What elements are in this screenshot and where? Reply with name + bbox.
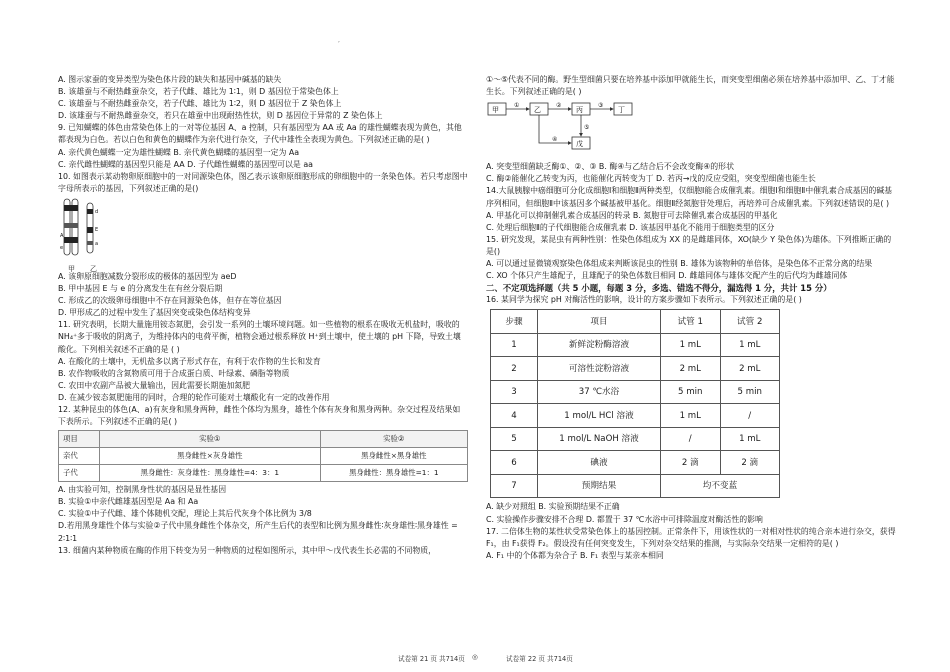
question-16: 16. 某同学为探究 pH 对酶活性的影响，设计的方案步骤如下表所示。下列叙述正确的是( ) <box>486 295 802 305</box>
node-label: 丁 <box>618 106 625 115</box>
table-cell: 2 mL <box>661 357 721 381</box>
option-line: A. F₁ 中的个体都为杂合子 B. F₁ 表型与某亲本相同 <box>486 550 664 560</box>
enzyme-label: ③ <box>598 102 604 110</box>
option-line: A. 突变型细菌缺乏酶①、②、③ B. 酶④与乙结合后不会改变酶④的形状 <box>486 162 734 172</box>
table-cell: 1 mol/L HCl 溶液 <box>538 404 661 428</box>
table-cell: 2 <box>491 357 538 381</box>
chromosome-figure <box>58 195 118 274</box>
table-cell: 项目 <box>59 431 100 448</box>
option-line: D. 甲形成乙的过程中发生了基因突变或染色体结构变异 <box>58 308 251 318</box>
table-cell: 试管 1 <box>661 310 721 334</box>
table-row <box>491 404 780 428</box>
option-line: A. 缺少对照组 B. 实验预期结果不正确 <box>486 502 620 512</box>
right-column <box>486 74 898 562</box>
table-cell: 2 滴 <box>661 451 721 475</box>
option-line: C. 亲代雌性蝴蝶的基因型只能是 AA D. 子代雌性蝴蝶的基因型可以是 aa <box>58 159 313 169</box>
gene-label: a <box>95 240 99 247</box>
option-line: D. 在减少铵态氮肥施用的同时，合理的轮作可能对土壤酸化有一定的改善作用 <box>58 392 330 402</box>
option-line: B. 甲中基因 E 与 e 的分离发生在有丝分裂后期 <box>58 284 223 294</box>
table-cell: 3 <box>491 380 538 404</box>
option-line: C. 农田中农副产品被大量输出，因此需要长期施加氮肥 <box>58 380 251 390</box>
table-cell: 碘液 <box>538 451 661 475</box>
gene-label: d <box>95 208 99 215</box>
table-cell: 项目 <box>538 310 661 334</box>
question-10: 10. 如图表示某动物卵原细胞中的一对同源染色体，图乙表示该卵原细胞形成的卵细胞中的一条染色体。若只考虑图中字母所表示的基因，下列叙述正确的是() <box>58 171 468 193</box>
option-line: B. 农作物吸收的含氮物质可用于合成蛋白质、叶绿素、磷脂等物质 <box>58 368 290 378</box>
table-row <box>491 380 780 404</box>
table-cell: 步骤 <box>491 310 538 334</box>
table-cell: 新鲜淀粉酶溶液 <box>538 333 661 357</box>
table-cell: 1 mL <box>720 333 780 357</box>
table-cell: 黑身雌性：灰身雄性：黑身雄性=4：3：1 <box>100 465 321 482</box>
option-line: A. 图示家蚕的变异类型为染色体片段的缺失和基因中碱基的缺失 <box>58 75 282 84</box>
q16-table <box>490 309 780 498</box>
table-row <box>59 431 468 448</box>
gene-label: E <box>95 226 99 233</box>
enzyme-label: ② <box>556 102 562 110</box>
top-mark: , <box>338 37 340 44</box>
option-line: C. XO 个体只产生雄配子，且雄配子的染色体数目相同 D. 雌雄同体与雄体交配产生的后代均为雌雄同体 <box>486 271 848 281</box>
table-row <box>491 357 780 381</box>
table-cell: 亲代 <box>59 448 100 465</box>
table-cell: 4 <box>491 404 538 428</box>
table-cell: 黑身雌性×黑身雄性 <box>320 448 467 465</box>
question-15: 15. 研究发现，某昆虫有两种性别：性染色体组成为 XX 的是雌雄同体，XO(缺少 Y 染色体)为雄体。下列推断正确的是() <box>486 234 892 256</box>
table-cell: 1 mol/L NaOH 溶液 <box>538 427 661 451</box>
table-cell: 实验① <box>100 431 321 448</box>
table-cell: 2 滴 <box>720 451 780 475</box>
table-cell: 均不变蓝 <box>661 474 780 498</box>
table-cell: 37 ℃水浴 <box>538 380 661 404</box>
table-row <box>491 427 780 451</box>
table-cell: 子代 <box>59 465 100 482</box>
table-row <box>59 448 468 465</box>
option-line: A. 可以通过显微镜观察染色体组成来判断该昆虫的性别 B. 雄体为该物种的单倍体，是染色体不正常分离的结果 <box>486 259 873 269</box>
question-12: 12. 某种昆虫的体色(A、a)有灰身和黑身两种，雌性个体均为黑身，雄性个体有灰身和黑身两种。杂交过程及结果如下表所示。下列叙述不正确的是( ) <box>58 404 461 427</box>
enzyme-label: ⑤ <box>584 124 590 132</box>
gene-label: A <box>60 232 64 239</box>
node-label: 甲 <box>492 106 499 115</box>
option-line: D.若用黑身雄性个体与实验②子代中黑身雌性个体杂交，所产生后代的表型和比例为黑身雌性∶灰身雄性∶黑身雄性 = 2∶1∶1 <box>58 521 458 543</box>
question-14: 14.大鼠胰腺中癌细胞可分化成细胞Ⅰ和细胞Ⅱ两种类型，仅细胞Ⅰ能合成催乳素。细胞Ⅰ和细胞Ⅱ中催乳素合成基因的碱基序列相同，但细胞Ⅱ中该基因多个碱基被甲基化。细胞Ⅱ经氮胞苷处理后，再培养可合成催乳素。下列叙述错误的是( ) <box>486 186 893 208</box>
option-line: A. 亲代黄色蝴蝶一定为雄性蝴蝶 B. 亲代黄色蝴蝶的基因型一定为 Aa <box>58 147 300 157</box>
option-line: A. 该卵原细胞减数分裂形成的极体的基因型为 aeD <box>58 271 237 281</box>
option-line: C. 实验操作步骤安排不合理 D. 都置于 37 ℃水浴中可排除温度对酶活性的影响 <box>486 514 763 524</box>
table-cell: 黑身雌性：黑身雄性=1：1 <box>320 465 467 482</box>
chromosome-diagram <box>60 197 104 259</box>
table-cell: 5 min <box>720 380 780 404</box>
footer-left-page: 试卷第 21 页 共714页 <box>398 655 465 663</box>
option-line: C. 处理后细胞Ⅱ的子代细胞能合成催乳素 D. 该基因甲基化不能用于细胞类型的区分 <box>486 222 775 232</box>
option-line: B. 该雄蚕与不耐热雌蚕杂交，若子代雌、雄比为 1∶1，则 D 基因位于常染色体上 <box>58 87 339 97</box>
table-cell: 1 mL <box>720 427 780 451</box>
table-row <box>491 310 780 334</box>
left-column <box>58 74 468 557</box>
question-11: 11. 研究表明，长期大量施用铵态氮肥，会引发一系列的土壤环境问题。如一些植物的根系在吸收无机盐时，吸收的 NH₄⁺多于吸收的阴离子，为维持体内的电荷平衡，植物会通过根系释放 H⁺到土壤中，使土壤的 pH 下降，导致土壤酸化。下列相关叙述不正确的是 ( ) <box>58 320 461 354</box>
footer-right-page: 试卷第 22 页 共714页 <box>506 655 573 663</box>
table-cell: / <box>661 427 721 451</box>
table-cell: 1 mL <box>661 404 721 428</box>
table-cell: 1 mL <box>661 333 721 357</box>
option-line: C. 实验①中子代雌、雄个体随机交配，理论上其后代灰身个体比例为 3/8 <box>58 509 312 519</box>
option-line: C. 该雄蚕与不耐热雌蚕杂交，若子代雌、雄比为 1∶2，则 D 基因位于 Z 染色体上 <box>58 99 342 109</box>
option-line: A. 由实验可知，控制黑身性状的基因是显性基因 <box>58 485 227 495</box>
question-17: 17. 二倍体生物的某性状受常染色体上的基因控制。正常条件下，用该性状的一对相对性状的纯合亲本进行杂交，获得 F₁，由 F₁获得 F₂。假设没有任何突变发生，下列对杂交结果的推测，与实际杂交结果一定相符的是( ) <box>486 526 896 548</box>
footer-center-mark: ◎ <box>472 653 478 661</box>
table-row <box>491 451 780 475</box>
node-label: 丙 <box>576 106 583 115</box>
option-line: B. 实验①中亲代雌雄基因型是 Aa 和 Aa <box>58 497 199 507</box>
table-cell: / <box>720 404 780 428</box>
table-cell: 可溶性淀粉溶液 <box>538 357 661 381</box>
option-line: A. 甲基化可以抑制催乳素合成基因的转录 B. 氮胞苷可去除催乳素合成基因的甲基化 <box>486 210 778 220</box>
option-line: C. 酶②能催化乙转变为丙，也能催化丙转变为丁 D. 若丙→戊的反应受阻，突变型细菌也能生长 <box>486 174 816 184</box>
node-label: 乙 <box>534 106 541 115</box>
option-line: A. 在酸化的土壤中，无机盐多以离子形式存在，有利于农作物的生长和发育 <box>58 356 321 366</box>
table-row <box>491 333 780 357</box>
figure-label-yi: 乙 <box>90 265 97 274</box>
table-cell: 5 <box>491 427 538 451</box>
table-cell: 黑身雌性×灰身雄性 <box>100 448 321 465</box>
table-cell: 2 mL <box>720 357 780 381</box>
table-cell: 6 <box>491 451 538 475</box>
table-cell: 5 min <box>661 380 721 404</box>
section-heading: 二、不定项选择题（共 5 小题，每题 3 分，多选、错选不得分，漏选得 1 分，共计 15 分） <box>486 283 832 294</box>
q12-table <box>58 430 468 482</box>
table-cell: 1 <box>491 333 538 357</box>
question-9: 9. 已知蝴蝶的体色由常染色体上的一对等位基因 A、a 控制，只有基因型为 AA 或 Aa 的雄性蝴蝶表现为黄色，其他都表现为白色。若以白色和黄色的蝴蝶作为亲代进行杂交，子代中雄性全表现为黄色。下列叙述正确的是( ) <box>58 123 462 145</box>
gene-label: e <box>60 244 64 251</box>
enzyme-label: ④ <box>552 136 558 144</box>
node-label: 戊 <box>576 140 583 149</box>
table-cell: 7 <box>491 474 538 498</box>
pathway-diagram <box>486 99 651 155</box>
option-line: D. 该雄蚕与不耐热雌蚕杂交，若只在雄蚕中出现耐热性状，则 D 基因位于异常的 Z 染色体上 <box>58 111 383 121</box>
option-line: C. 形成乙的次级卵母细胞中不存在同源染色体，但存在等位基因 <box>58 296 282 306</box>
figure-label-jia: 甲 <box>68 265 75 274</box>
table-row <box>491 474 780 498</box>
enzyme-label: ① <box>514 102 520 110</box>
table-cell: 预期结果 <box>538 474 661 498</box>
table-cell: 实验② <box>320 431 467 448</box>
table-cell: 试管 2 <box>720 310 780 334</box>
question-13-continued: ①～⑤代表不同的酶。野生型细菌只要在培养基中添加甲就能生长，而突变型细菌必须在培养基中添加甲、乙、丁才能生长。下列叙述正确的是( ) <box>486 75 895 97</box>
table-row <box>59 465 468 482</box>
question-13: 13. 细菌内某种物质在酶的作用下转变为另一种物质的过程如图所示，其中甲～戊代表生长必需的不同物质， <box>58 545 437 555</box>
